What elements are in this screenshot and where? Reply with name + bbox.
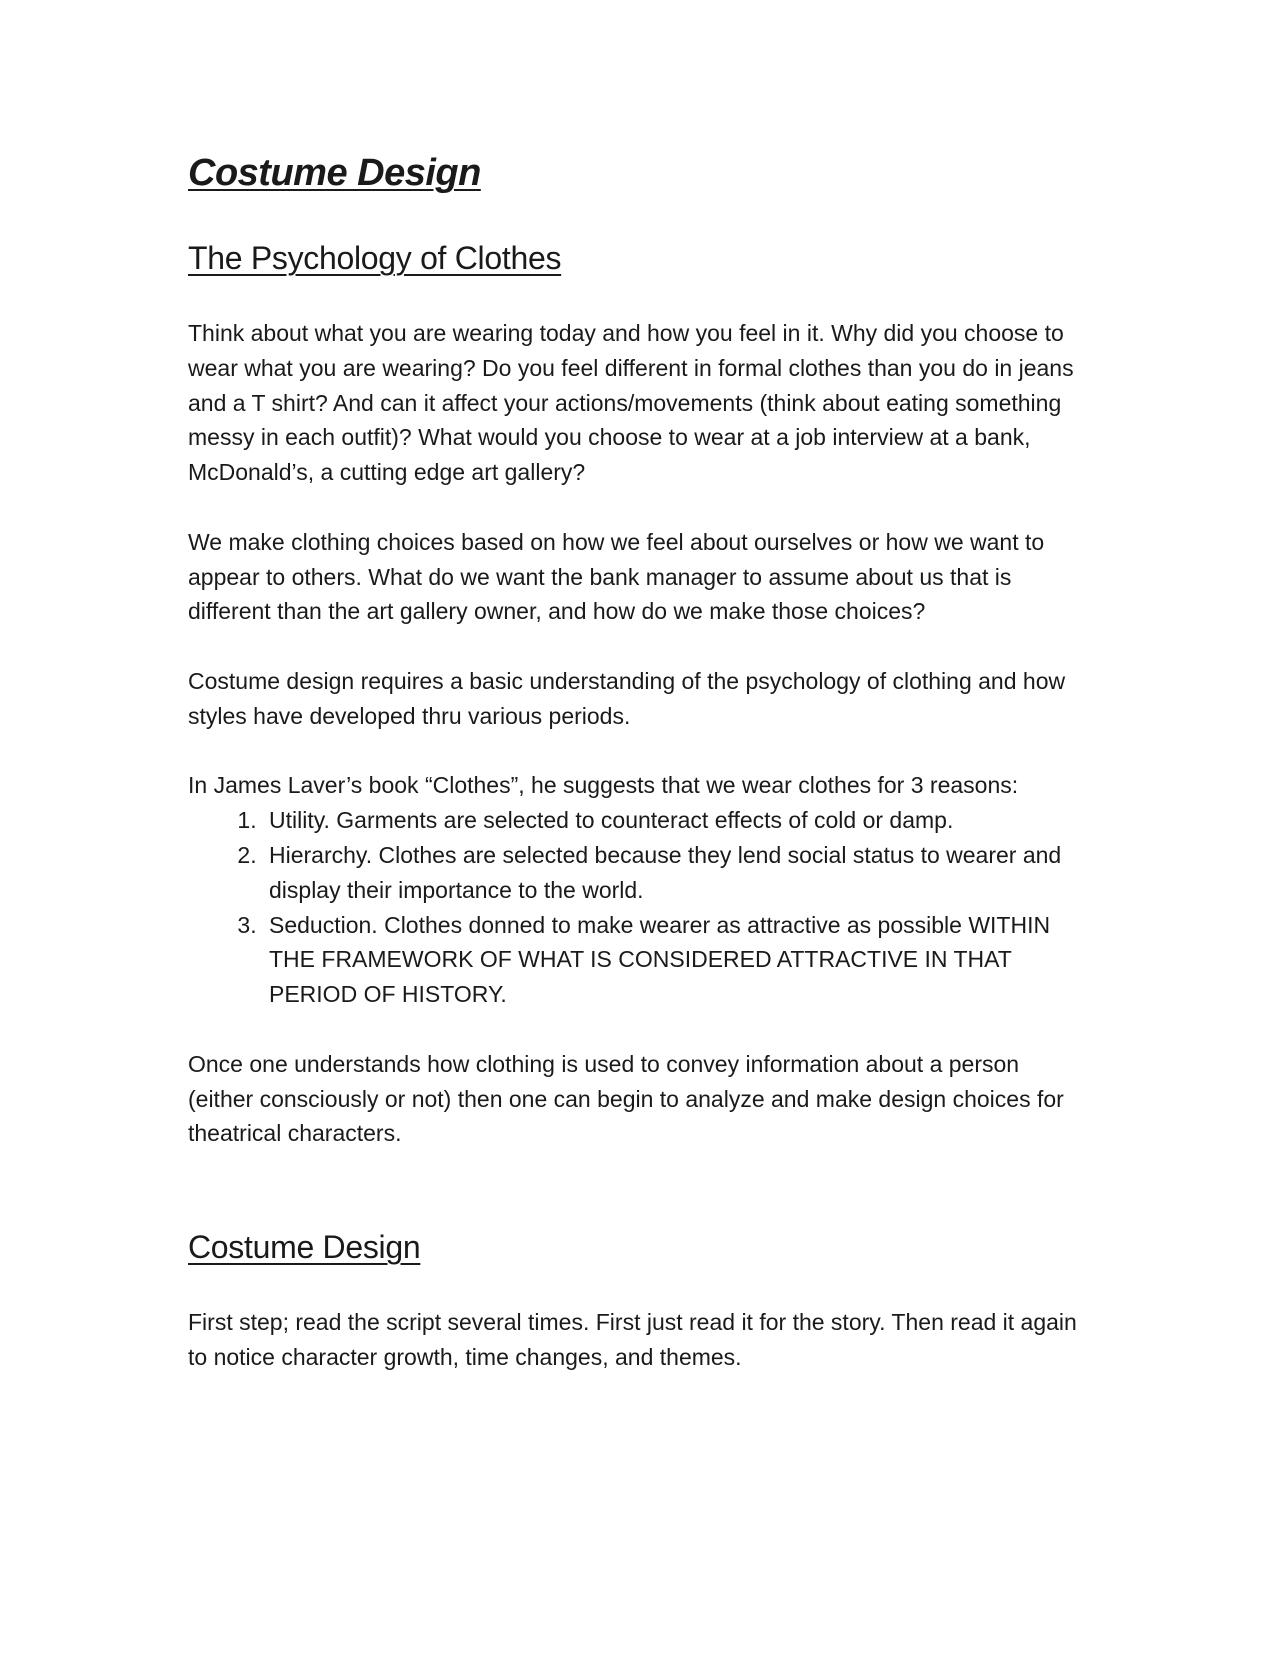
document-title: Costume Design — [188, 152, 481, 194]
section-heading-costume-design: Costume Design — [188, 1229, 421, 1266]
choices-paragraph: We make clothing choices based on how we feel about ourselves or how we want to appear to others. What do we want the bank manager to assume about us that is different than the art gallery owner, and how do we make those choices? — [188, 528, 1045, 625]
first-step-paragraph: First step; read the script several times. First just read it for the story. Then read it again to notice character growth, time changes, and themes. — [188, 1309, 1077, 1370]
section-heading-psychology: The Psychology of Clothes — [188, 240, 562, 276]
document-page — [188, 150, 1088, 1375]
closing-paragraph: Once one understands how clothing is used to convey information about a person (either consciously or not) then one can begin to analyze and make design choices for theatrical characters. — [188, 1050, 1064, 1147]
requirements-paragraph: Costume design requires a basic understanding of the psychology of clothing and how styles have developed thru various periods. — [188, 667, 1066, 729]
reason-utility: 1. Utility. Garments are selected to counteract effects of cold or damp. — [263, 803, 1088, 838]
reasons-list — [188, 803, 1088, 1012]
reason-hierarchy: 2. Hierarchy. Clothes are selected because they lend social status to wearer and display their importance to the world. — [263, 838, 1088, 908]
reason-seduction: 3. Seduction. Clothes donned to make wearer as attractive as possible WITHIN THE FRAMEWORK OF WHAT IS CONSIDERED ATTRACTIVE IN THAT PERIOD OF HISTORY. — [263, 908, 1088, 1012]
laver-intro-paragraph: In James Laver’s book “Clothes”, he suggests that we wear clothes for 3 reasons: — [188, 772, 1019, 799]
intro-paragraph: Think about what you are wearing today and how you feel in it. Why did you choose to wear what you are wearing? Do you feel different in formal clothes than you do in jeans and a T shirt? And can it affect your actions/movements (think about eating something messy in each outfit)? What would you choose to wear at a job interview at a bank, McDonald’s, a cutting edge art gallery? — [188, 320, 1074, 486]
